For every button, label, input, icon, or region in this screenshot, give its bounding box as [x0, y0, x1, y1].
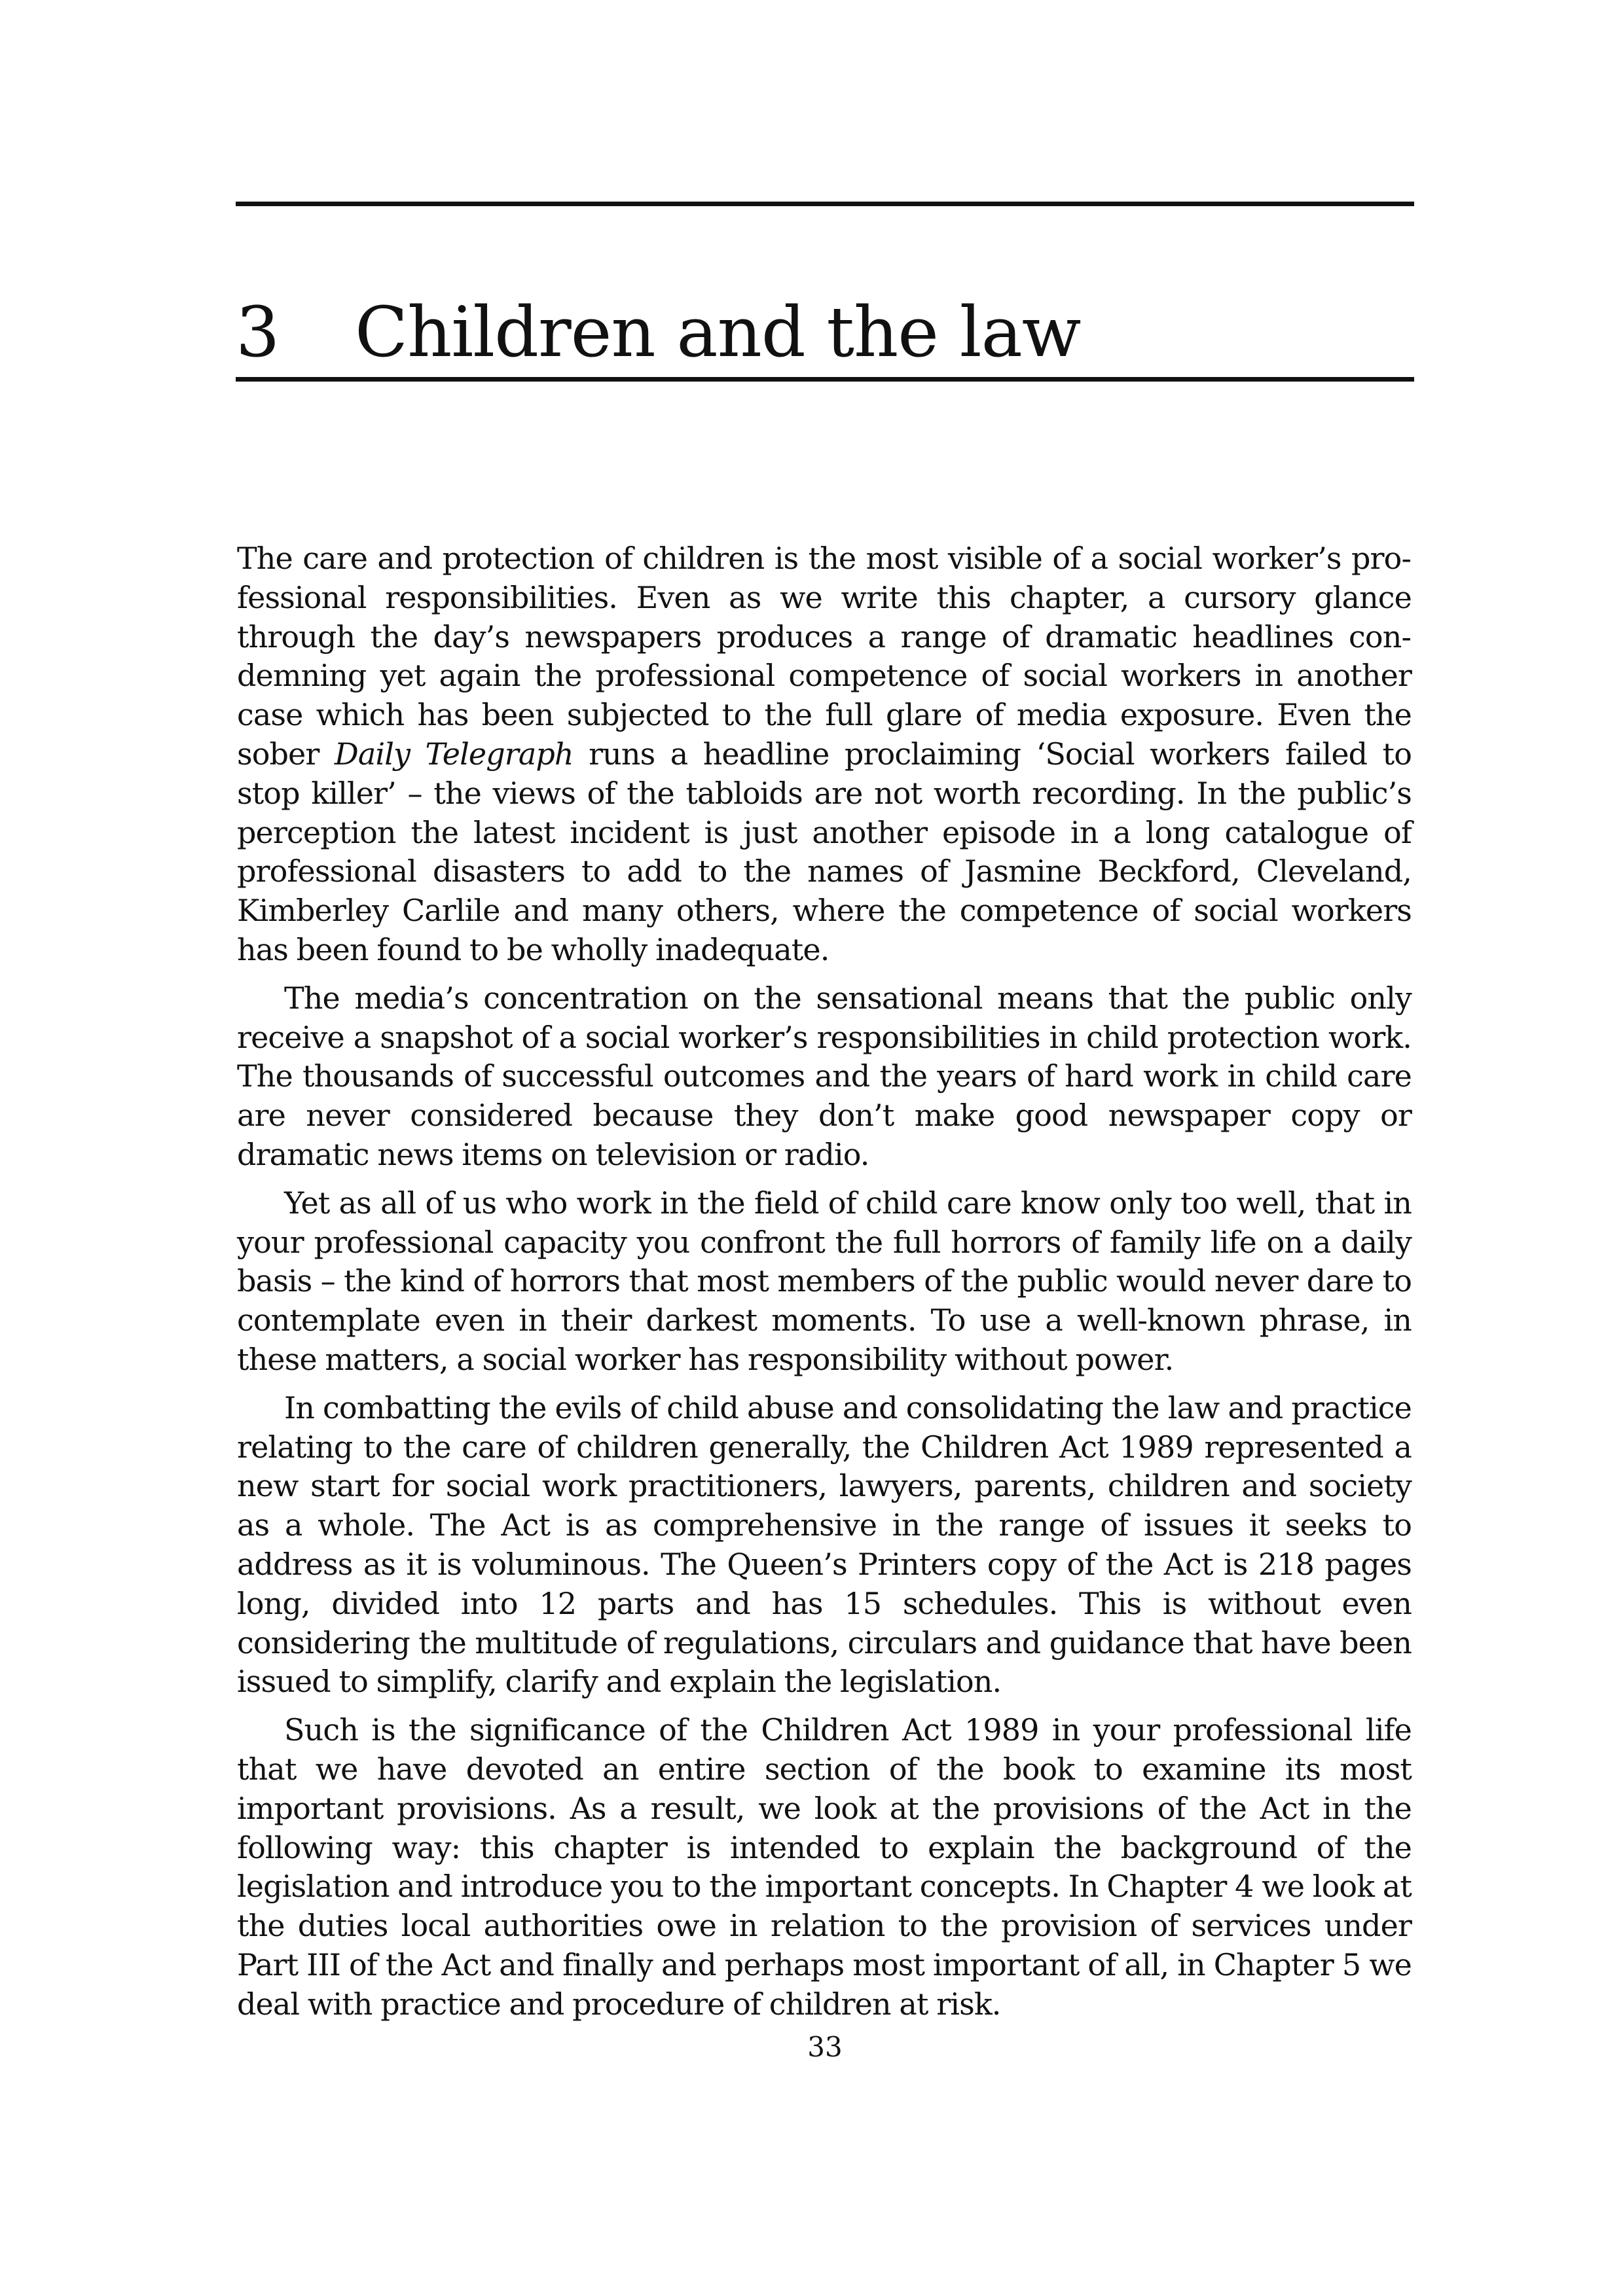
- top-rule: [236, 202, 1414, 206]
- paragraph-2: The media’s concentration on the sensational means that the public only receive a snapshot of a social worker’s responsibilities in child protection work. The thousands of successful outcomes and the years of hard work in child care are never considered because they don’t make good newspaper copy or dramatic news items on television or radio.: [237, 980, 1412, 1172]
- newspaper-title: Daily Telegraph: [334, 736, 574, 772]
- paragraph-1: [237, 539, 1412, 970]
- chapter-title: Children and the law: [355, 292, 1081, 373]
- page-number: 33: [807, 2031, 843, 2063]
- body-text: [237, 539, 1412, 2033]
- paragraph-3: Yet as all of us who work in the field of child care know only too well, that in your professional capacity you confront the full horrors of family life on a daily basis – the kind of horrors that most members of the public would never dare to contemplate even in their darkest moments. To use a well-known phrase, in these matters, a social worker has responsibility without power.: [237, 1185, 1412, 1377]
- paragraph-1-text-before: The care and protection of children is the most visible of a social worker’s professional responsibilities. Even as we write this chapter, a cursory glance through the day’s newspapers produces a range of dramatic headlines condemning yet again the professional competence of social workers in another case which has been subjected to the full glare of media exposure. Even the sober: [237, 541, 1412, 772]
- chapter-heading: [236, 283, 1414, 382]
- paragraph-5: Such is the significance of the Children Act 1989 in your professional life that we have devoted an entire section of the book to examine its most important provisions. As a result, we look at the provisions of the Act in the following way: this chapter is intended to explain the background of the legislation and introduce you to the important concepts. In Chapter 4 we look at the duties local authorities owe in relation to the provision of services under Part III of the Act and finally and perhaps most important of all, in Chapter 5 we deal with practice and procedure of children at risk.: [237, 1712, 1412, 2022]
- paragraph-1-text-after: runs a headline proclaiming ‘Social workers failed to stop killer’ – the views of the tabloids are not worth recording. In the public’s perception the latest incident is just another episode in a long catalogue of professional disasters to add to the names of Jasmine Beckford, Cleveland, Kimberley Carlile and many others, where the competence of social workers has been found to be wholly inadequate.: [237, 736, 1412, 967]
- chapter-number: 3: [236, 292, 280, 373]
- paragraph-4: In combatting the evils of child abuse and consolidating the law and practice relating to the care of children generally, the Children Act 1989 represented a new start for social work practitioners, lawyers, parents, children and society as a whole. The Act is as comprehensive in the range of issues it seeks to address as it is voluminous. The Queen’s Printers copy of the Act is 218 pages long, divided into 12 parts and has 15 schedules. This is without even considering the multitude of regulations, circulars and guidance that have been issued to simplify, clarify and explain the legislation.: [237, 1390, 1412, 1700]
- bottom-rule: [236, 377, 1414, 382]
